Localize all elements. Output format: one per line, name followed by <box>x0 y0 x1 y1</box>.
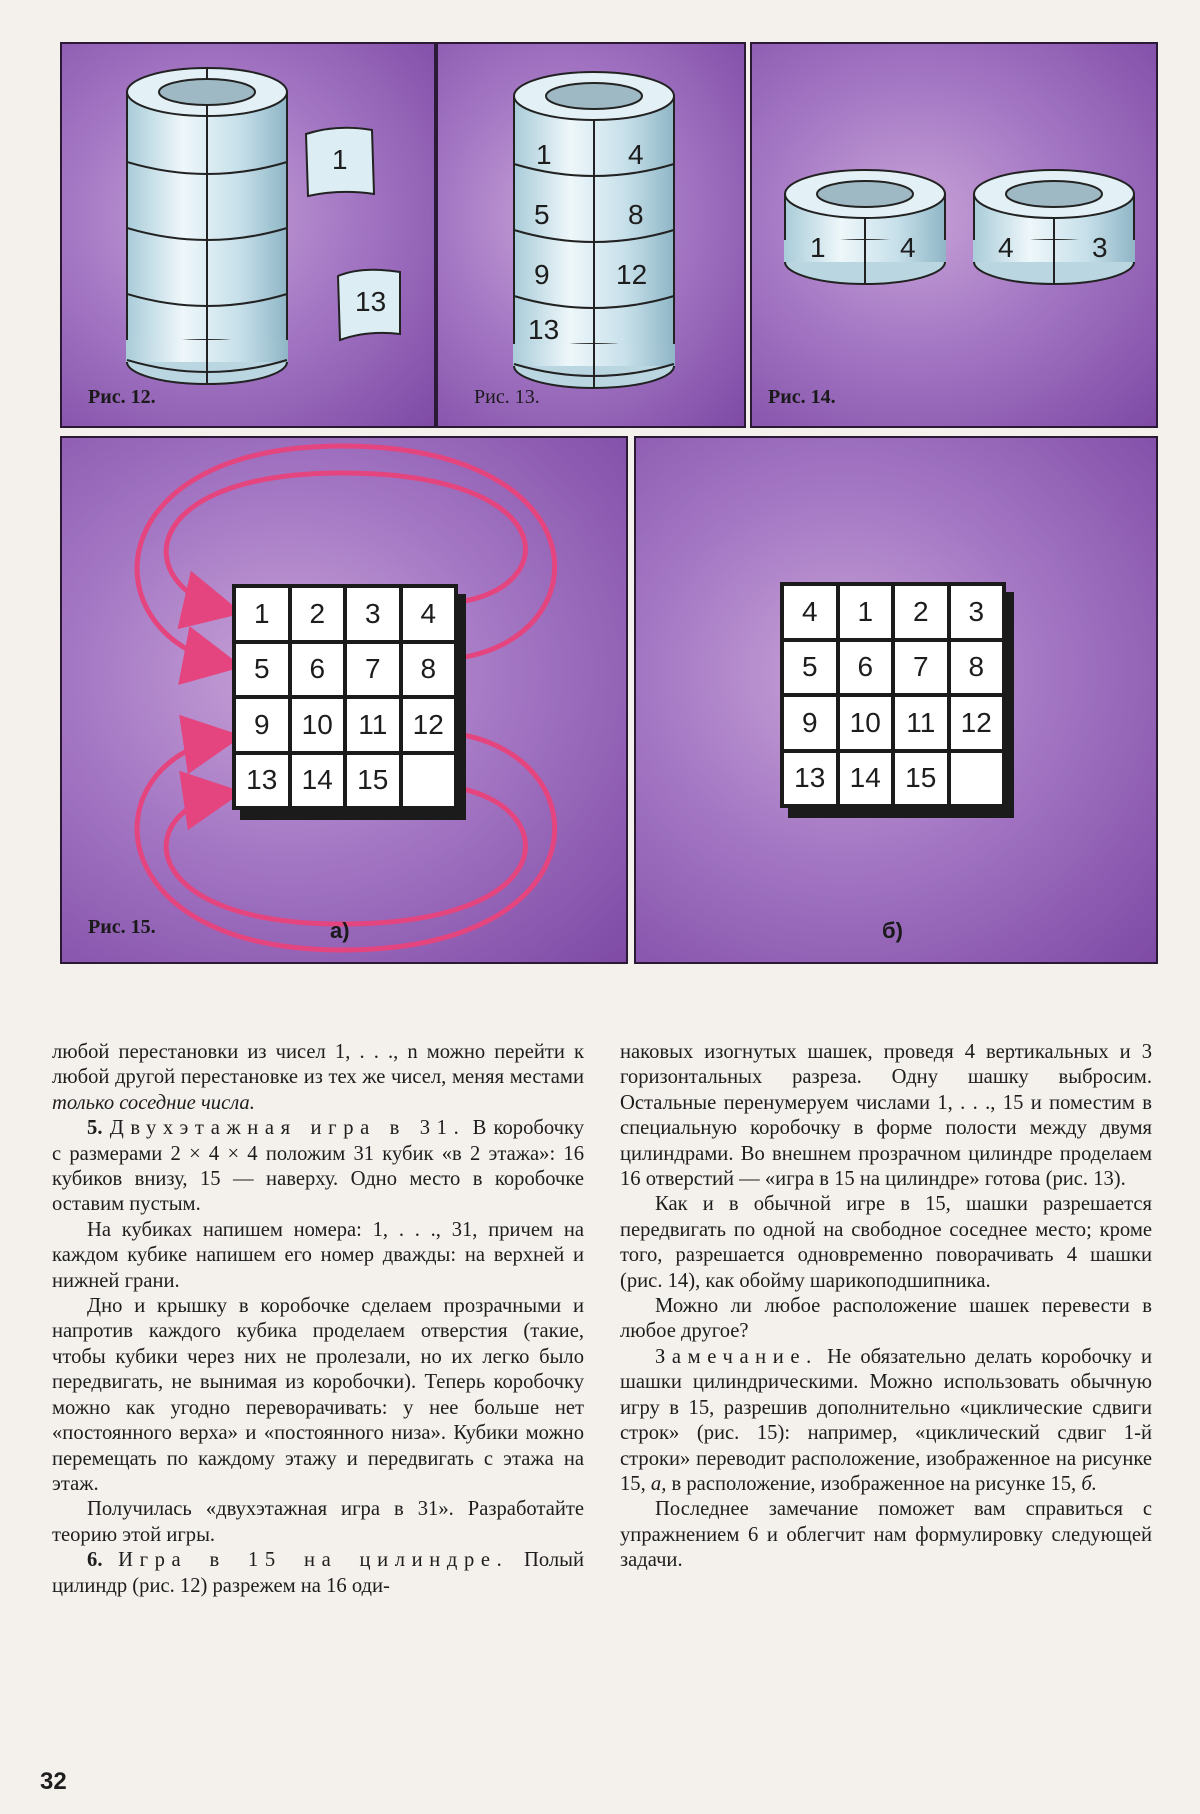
remark-title: Замечание. <box>655 1345 818 1368</box>
paragraph: Как и в обычной игре в 15, шашки разрешается передвигать по одной на свободное соседнее место; кроме того, разрешается одновременно поворачивать 4 шашки (рис. 14), как обойму шарикоподшипника. <box>620 1193 1152 1292</box>
ring1-cell-1: 1 <box>810 232 826 263</box>
figure-15a-panel <box>60 436 628 964</box>
cylinder-illustration <box>62 44 434 426</box>
tile: 10 <box>840 697 892 749</box>
paragraph: Замечание. Не обязательно делать коробочку и шашки цилиндрическими. Можно использовать обычную игру в 15, разрешив дополнительно «циклические сдвиги строк» (рис. 15): например, «циклический сдвиг 1-й строки» переводит расположение, изображенное на рисунке 15, а, в расположение, изображенное на рисунке 15, б. <box>620 1345 1152 1495</box>
paragraph: Можно ли любое расположение шашек перевести в любое другое? <box>620 1295 1152 1343</box>
tile: 14 <box>840 753 892 805</box>
tile: 1 <box>236 588 288 640</box>
figure-13-panel <box>436 42 746 428</box>
tile: 6 <box>840 642 892 694</box>
tile: 8 <box>403 644 455 696</box>
empty-tile <box>951 753 1003 805</box>
figure-15a-label: а) <box>330 918 350 943</box>
figure-12-panel <box>60 42 436 428</box>
cell-1: 1 <box>536 139 552 170</box>
ring1-cell-4: 4 <box>900 232 916 263</box>
tile: 9 <box>784 697 836 749</box>
paragraph: 5. Двухэтажная игра в 31. В коробочку с размерами 2 × 4 × 4 положим 31 кубик «в 2 этажа»: 16 кубиков внизу, 15 — наверху. Одно место в коробочке оставим пустым. <box>52 1117 585 1216</box>
empty-tile <box>403 755 455 807</box>
ring2-cell-4: 4 <box>998 232 1014 263</box>
tile: 15 <box>895 753 947 805</box>
cell-8: 8 <box>628 199 644 230</box>
cell-13: 13 <box>528 314 560 345</box>
tile: 8 <box>951 642 1003 694</box>
tile: 13 <box>784 753 836 805</box>
paragraph: наковых изогнутых шашек, проведя 4 вертикальных и 3 горизонтальных разреза. Одну шашку выбросим. Остальные перенумеруем числами 1, . . ., 15 и поместим в специальную коробочку в форме полости между двумя цилиндрами. Во внешнем прозрачном цилиндре проделаем 16 отверстий — «игра в 15 на цилиндре» готова (рис. 13). <box>620 1041 1152 1191</box>
section-title: Двухэтажная игра в 31. <box>109 1117 466 1140</box>
cell-9: 9 <box>534 259 550 290</box>
left-text-column <box>52 1040 584 1599</box>
tile: 14 <box>292 755 344 807</box>
tile: 4 <box>784 586 836 638</box>
tile: 6 <box>292 644 344 696</box>
cell-4: 4 <box>628 139 644 170</box>
tile: 15 <box>347 755 399 807</box>
tile: 7 <box>347 644 399 696</box>
tile: 11 <box>347 699 399 751</box>
piece-label-1: 1 <box>332 144 348 175</box>
paragraph: Последнее замечание поможет вам справиться с упражнением 6 и облегчит нам формулировку следующей задачи. <box>620 1498 1152 1572</box>
cell-12: 12 <box>616 259 648 290</box>
tile: 5 <box>784 642 836 694</box>
figure-15b-label: б) <box>882 918 903 943</box>
figure-12-caption: Рис. 12. <box>88 386 156 408</box>
tile: 1 <box>840 586 892 638</box>
figure-13-caption: Рис. 13. <box>474 386 540 408</box>
tile: 10 <box>292 699 344 751</box>
tile: 2 <box>895 586 947 638</box>
section-title: Игра в 15 на цилиндре. <box>118 1549 509 1572</box>
figure-15b-panel <box>634 436 1158 964</box>
right-text-column <box>620 1040 1152 1574</box>
tile: 3 <box>347 588 399 640</box>
tile: 2 <box>292 588 344 640</box>
tile: 12 <box>951 697 1003 749</box>
paragraph: 6. Игра в 15 на цилиндре. Полый цилиндр (рис. 12) разрежем на 16 оди- <box>52 1549 585 1597</box>
tile: 3 <box>951 586 1003 638</box>
figure-14-caption: Рис. 14. <box>768 386 836 408</box>
figure-14-panel <box>750 42 1158 428</box>
tile: 11 <box>895 697 947 749</box>
puzzle-grid-a <box>232 584 458 810</box>
tile: 13 <box>236 755 288 807</box>
tile: 9 <box>236 699 288 751</box>
tile: 4 <box>403 588 455 640</box>
figure-15-caption: Рис. 15. <box>88 916 156 938</box>
page-number: 32 <box>40 1768 67 1795</box>
paragraph: любой перестановки из чисел 1, . . ., n можно перейти к любой другой перестановке из тех же чисел, меняя местами только соседние числа. <box>52 1041 584 1114</box>
paragraph: Получилась «двухэтажная игра в 31». Разработайте теорию этой игры. <box>52 1498 584 1546</box>
paragraph: Дно и крышку в коробочке сделаем прозрачными и напротив каждого кубика проделаем отверстия (такие, чтобы кубики через них не пролезали, но их легко было передвигать, не вынимая из коробочки). Теперь коробочку можно как угодно переворачивать: у нее больше нет «постоянного верха» и «постоянного низа». Кубики можно перемещать по каждому этажу и передвигать с этажа на этаж. <box>52 1295 584 1495</box>
ring2-cell-3: 3 <box>1092 232 1108 263</box>
tile: 5 <box>236 644 288 696</box>
cell-5: 5 <box>534 199 550 230</box>
puzzle-grid-b <box>780 582 1006 808</box>
paragraph: На кубиках напишем номера: 1, . . ., 31, причем на каждом кубике напишем его номер дважды: на верхней и нижней грани. <box>52 1218 584 1292</box>
tile: 12 <box>403 699 455 751</box>
piece-label-13: 13 <box>355 286 387 317</box>
tile: 7 <box>895 642 947 694</box>
numbered-cylinder-illustration <box>438 44 744 426</box>
